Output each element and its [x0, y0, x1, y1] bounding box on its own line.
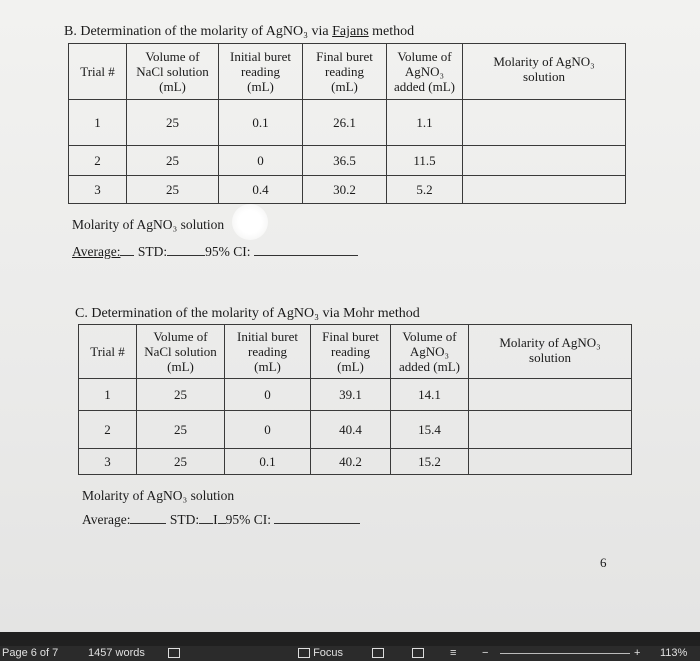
- section-c-title: C. Determination of the molarity of AgNO₃ via Mohr method: [75, 306, 420, 321]
- cell-trial: 1: [79, 379, 137, 411]
- cell-nacl: 25: [137, 411, 225, 449]
- zoom-level[interactable]: 113%: [660, 647, 688, 659]
- light-glare: [232, 204, 268, 240]
- fajans-table: [68, 43, 626, 204]
- word-count[interactable]: 1457 words: [88, 647, 145, 659]
- cell-initial: 0.1: [225, 449, 311, 475]
- mohr-table: [78, 324, 632, 475]
- table-row: [69, 176, 626, 204]
- focus-label: Focus: [313, 647, 344, 659]
- cell-molarity: [469, 449, 632, 475]
- header-initial-buret: Initial buret reading (mL): [219, 44, 303, 100]
- cell-molarity: [463, 100, 626, 146]
- std-blank: [199, 511, 213, 524]
- cell-trial: 3: [69, 176, 127, 204]
- cell-added: 5.2: [387, 176, 463, 204]
- header-molarity: Molarity of AgNO₃ solution: [463, 44, 626, 100]
- header-agno3-added: Volume of AgNO₃ added (mL): [387, 44, 463, 100]
- average-blank: [130, 511, 166, 524]
- cell-added: 15.2: [391, 449, 469, 475]
- cell-initial: 0: [225, 411, 311, 449]
- zoom-slider[interactable]: [500, 653, 630, 654]
- cell-added: 15.4: [391, 411, 469, 449]
- page-count[interactable]: Page 6 of 7: [2, 647, 59, 659]
- std-label: STD:: [169, 512, 200, 527]
- header-initial-buret: Initial buret reading (mL): [225, 325, 311, 379]
- cell-nacl: 25: [127, 100, 219, 146]
- print-layout-icon[interactable]: [412, 646, 424, 661]
- table-row: [69, 100, 626, 146]
- cell-trial: 1: [69, 100, 127, 146]
- cell-final: 30.2: [303, 176, 387, 204]
- table-row: [79, 449, 632, 475]
- table-row: [79, 379, 632, 411]
- cell-initial: 0: [219, 146, 303, 176]
- status-bar: [0, 632, 700, 661]
- ci-blank: [254, 243, 358, 256]
- ci-blank: [274, 511, 360, 524]
- web-layout-icon[interactable]: ≡: [450, 647, 457, 659]
- header-trial: Trial #: [79, 325, 137, 379]
- header-final-buret: Final buret reading (mL): [311, 325, 391, 379]
- table-header-row: [79, 325, 632, 379]
- header-molarity: Molarity of AgNO₃ solution: [469, 325, 632, 379]
- cell-molarity: [463, 176, 626, 204]
- cell-trial: 3: [79, 449, 137, 475]
- section-b-molarity-label: Molarity of AgNO₃ solution: [72, 217, 225, 232]
- cell-final: 39.1: [311, 379, 391, 411]
- cell-final: 40.2: [311, 449, 391, 475]
- std-label: STD:: [137, 244, 168, 259]
- cell-added: 1.1: [387, 100, 463, 146]
- header-agno3-added: Volume of AgNO₃ added (mL): [391, 325, 469, 379]
- table-row: [69, 146, 626, 176]
- cell-initial: 0: [225, 379, 311, 411]
- average-label: Average:: [72, 244, 121, 259]
- cell-molarity: [469, 411, 632, 449]
- cell-nacl: 25: [137, 449, 225, 475]
- cell-nacl: 25: [137, 379, 225, 411]
- zoom-in-icon[interactable]: +: [634, 647, 641, 659]
- section-b-title-suffix: method: [368, 24, 415, 39]
- average-blank: [120, 243, 134, 256]
- cell-molarity: [469, 379, 632, 411]
- cell-nacl: 25: [127, 146, 219, 176]
- zoom-out-icon[interactable]: −: [482, 647, 489, 659]
- section-c-summary-line: [82, 511, 360, 528]
- cell-molarity: [463, 146, 626, 176]
- proofing-icon[interactable]: [168, 646, 180, 661]
- section-b-title-method: Fajans: [332, 24, 369, 39]
- header-nacl-volume: Volume of NaCl solution (mL): [137, 325, 225, 379]
- cell-initial: 0.1: [219, 100, 303, 146]
- section-b-title: [64, 24, 414, 40]
- cell-nacl: 25: [127, 176, 219, 204]
- section-b-summary-line: [72, 243, 358, 260]
- read-mode-icon[interactable]: [372, 646, 384, 661]
- header-final-buret: Final buret reading (mL): [303, 44, 387, 100]
- cell-final: 40.4: [311, 411, 391, 449]
- std-blank-tail: [218, 511, 226, 524]
- cell-initial: 0.4: [219, 176, 303, 204]
- std-handwritten-mark: I: [213, 512, 218, 527]
- cell-final: 26.1: [303, 100, 387, 146]
- focus-icon: [298, 648, 310, 658]
- cell-trial: 2: [69, 146, 127, 176]
- table-row: [79, 411, 632, 449]
- cell-trial: 2: [79, 411, 137, 449]
- header-nacl-volume: Volume of NaCl solution (mL): [127, 44, 219, 100]
- table-header-row: [69, 44, 626, 100]
- cell-added: 11.5: [387, 146, 463, 176]
- average-label: Average:: [82, 512, 131, 527]
- page-number: 6: [600, 555, 607, 570]
- section-c-molarity-label: Molarity of AgNO₃ solution: [82, 488, 235, 503]
- cell-added: 14.1: [391, 379, 469, 411]
- std-blank: [167, 243, 205, 256]
- header-trial: Trial #: [69, 44, 127, 100]
- section-b-title-prefix: B. Determination of the molarity of AgNO₃ via: [64, 24, 333, 39]
- focus-button[interactable]: [298, 646, 343, 661]
- ci-label: 95% CI:: [205, 244, 251, 259]
- ci-label: 95% CI:: [225, 512, 271, 527]
- cell-final: 36.5: [303, 146, 387, 176]
